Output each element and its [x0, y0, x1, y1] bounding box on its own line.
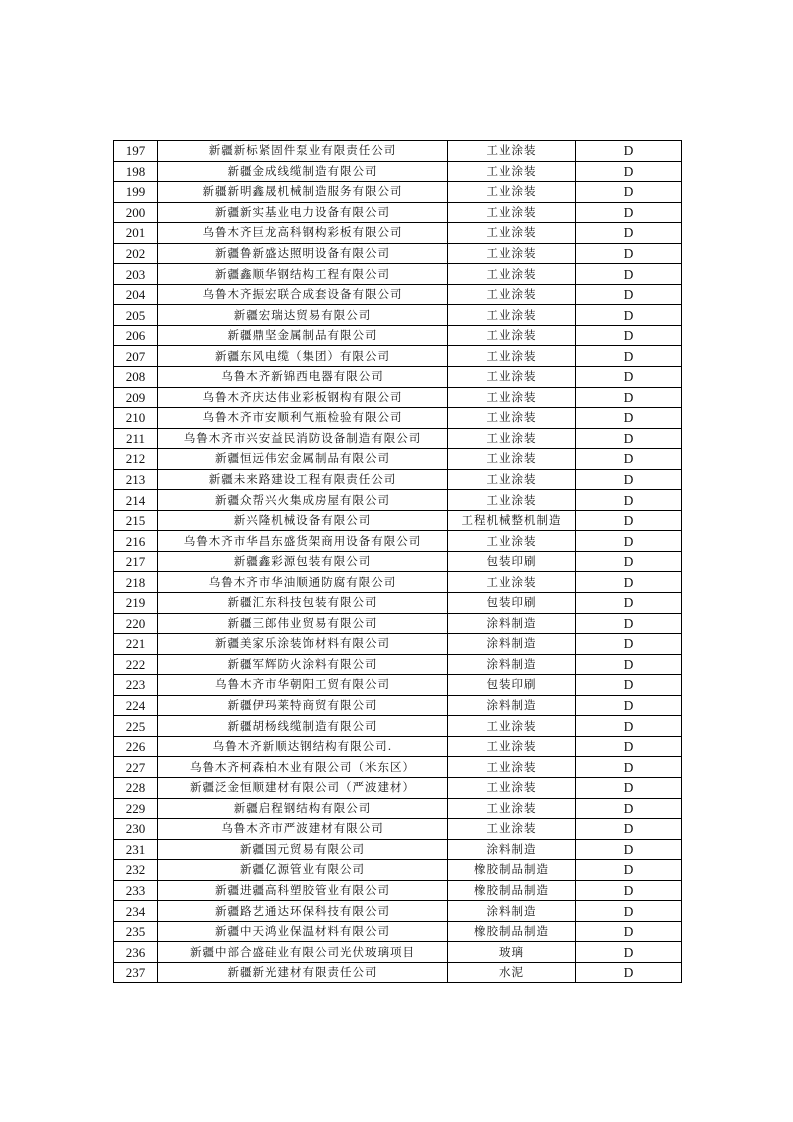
table-row	[114, 880, 682, 901]
row-number: 220	[114, 613, 158, 634]
company-name: 新疆进疆高科塑胶管业有限公司	[158, 880, 448, 901]
rating-grade: D	[576, 161, 682, 182]
table-row	[114, 284, 682, 305]
row-number: 219	[114, 593, 158, 614]
table-row	[114, 490, 682, 511]
industry: 工业涂装	[448, 161, 576, 182]
row-number: 226	[114, 736, 158, 757]
rating-grade: D	[576, 182, 682, 203]
table-row	[114, 736, 682, 757]
rating-grade: D	[576, 346, 682, 367]
company-name: 乌鲁木齐巨龙高科钢构彩板有限公司	[158, 223, 448, 244]
row-number: 223	[114, 675, 158, 696]
rating-grade: D	[576, 757, 682, 778]
table-row	[114, 860, 682, 881]
table-row	[114, 305, 682, 326]
table-row	[114, 325, 682, 346]
industry: 橡胶制品制造	[448, 921, 576, 942]
rating-grade: D	[576, 510, 682, 531]
rating-grade: D	[576, 962, 682, 983]
company-name: 乌鲁木齐新锦西电器有限公司	[158, 367, 448, 388]
company-name: 新疆胡杨线缆制造有限公司	[158, 716, 448, 737]
row-number: 212	[114, 449, 158, 470]
rating-grade: D	[576, 264, 682, 285]
row-number: 205	[114, 305, 158, 326]
company-name: 新疆启程钢结构有限公司	[158, 798, 448, 819]
industry: 涂料制造	[448, 654, 576, 675]
company-name: 乌鲁木齐市安顺利气瓶检验有限公司	[158, 408, 448, 429]
table-row	[114, 613, 682, 634]
industry: 工业涂装	[448, 428, 576, 449]
rating-grade: D	[576, 819, 682, 840]
company-name: 乌鲁木齐振宏联合成套设备有限公司	[158, 284, 448, 305]
company-name: 乌鲁木齐市华昌东盛货架商用设备有限公司	[158, 531, 448, 552]
table-row	[114, 593, 682, 614]
table-row	[114, 962, 682, 983]
rating-grade: D	[576, 634, 682, 655]
company-name: 新疆宏瑞达贸易有限公司	[158, 305, 448, 326]
table-row	[114, 449, 682, 470]
rating-grade: D	[576, 942, 682, 963]
row-number: 200	[114, 202, 158, 223]
rating-grade: D	[576, 675, 682, 696]
rating-grade: D	[576, 387, 682, 408]
rating-grade: D	[576, 839, 682, 860]
row-number: 234	[114, 901, 158, 922]
row-number: 213	[114, 469, 158, 490]
company-name: 新疆恒远伟宏金属制品有限公司	[158, 449, 448, 470]
row-number: 227	[114, 757, 158, 778]
industry: 工业涂装	[448, 798, 576, 819]
table-row	[114, 777, 682, 798]
industry: 工业涂装	[448, 264, 576, 285]
row-number: 216	[114, 531, 158, 552]
enterprise-rating-table	[113, 140, 682, 983]
row-number: 214	[114, 490, 158, 511]
company-name: 乌鲁木齐市严波建材有限公司	[158, 819, 448, 840]
table-row	[114, 798, 682, 819]
company-name: 新疆新实基业电力设备有限公司	[158, 202, 448, 223]
rating-grade: D	[576, 141, 682, 162]
company-name: 新兴隆机械设备有限公司	[158, 510, 448, 531]
industry: 工业涂装	[448, 223, 576, 244]
row-number: 198	[114, 161, 158, 182]
row-number: 235	[114, 921, 158, 942]
row-number: 229	[114, 798, 158, 819]
rating-grade: D	[576, 223, 682, 244]
row-number: 208	[114, 367, 158, 388]
industry: 工业涂装	[448, 325, 576, 346]
industry: 工业涂装	[448, 531, 576, 552]
table-row	[114, 223, 682, 244]
table-row	[114, 675, 682, 696]
row-number: 206	[114, 325, 158, 346]
rating-grade: D	[576, 654, 682, 675]
row-number: 221	[114, 634, 158, 655]
row-number: 202	[114, 243, 158, 264]
rating-grade: D	[576, 408, 682, 429]
row-number: 218	[114, 572, 158, 593]
company-name: 新疆东风电缆（集团）有限公司	[158, 346, 448, 367]
table-row	[114, 367, 682, 388]
row-number: 199	[114, 182, 158, 203]
industry: 涂料制造	[448, 839, 576, 860]
rating-grade: D	[576, 551, 682, 572]
row-number: 201	[114, 223, 158, 244]
rating-grade: D	[576, 901, 682, 922]
row-number: 203	[114, 264, 158, 285]
industry: 水泥	[448, 962, 576, 983]
industry: 橡胶制品制造	[448, 880, 576, 901]
rating-grade: D	[576, 716, 682, 737]
table-row	[114, 408, 682, 429]
industry: 橡胶制品制造	[448, 860, 576, 881]
rating-grade: D	[576, 202, 682, 223]
company-name: 新疆亿源管业有限公司	[158, 860, 448, 881]
rating-grade: D	[576, 531, 682, 552]
row-number: 209	[114, 387, 158, 408]
row-number: 210	[114, 408, 158, 429]
table-row	[114, 634, 682, 655]
rating-grade: D	[576, 305, 682, 326]
industry: 工业涂装	[448, 819, 576, 840]
industry: 工业涂装	[448, 777, 576, 798]
company-name: 乌鲁木齐市华油顺通防腐有限公司	[158, 572, 448, 593]
industry: 工业涂装	[448, 305, 576, 326]
table-row	[114, 921, 682, 942]
company-name: 新疆新明鑫晟机械制造服务有限公司	[158, 182, 448, 203]
company-name: 新疆美家乐涂装饰材料有限公司	[158, 634, 448, 655]
industry: 涂料制造	[448, 634, 576, 655]
rating-grade: D	[576, 593, 682, 614]
table-row	[114, 469, 682, 490]
table-row	[114, 551, 682, 572]
industry: 工业涂装	[448, 449, 576, 470]
row-number: 237	[114, 962, 158, 983]
company-name: 新疆泛金恒顺建材有限公司（严波建材）	[158, 777, 448, 798]
table-row	[114, 531, 682, 552]
industry: 涂料制造	[448, 695, 576, 716]
row-number: 204	[114, 284, 158, 305]
industry: 工业涂装	[448, 757, 576, 778]
company-name: 新疆众帮兴火集成房屋有限公司	[158, 490, 448, 511]
industry: 工业涂装	[448, 182, 576, 203]
table-row	[114, 141, 682, 162]
industry: 工业涂装	[448, 736, 576, 757]
table-row	[114, 654, 682, 675]
industry: 工业涂装	[448, 243, 576, 264]
industry: 工业涂装	[448, 469, 576, 490]
industry: 工业涂装	[448, 387, 576, 408]
row-number: 197	[114, 141, 158, 162]
industry: 工业涂装	[448, 408, 576, 429]
rating-grade: D	[576, 777, 682, 798]
rating-grade: D	[576, 613, 682, 634]
company-name: 新疆鑫顺华钢结构工程有限公司	[158, 264, 448, 285]
row-number: 217	[114, 551, 158, 572]
company-name: 新疆国元贸易有限公司	[158, 839, 448, 860]
row-number: 228	[114, 777, 158, 798]
rating-grade: D	[576, 449, 682, 470]
company-name: 新疆新标紧固件泵业有限责任公司	[158, 141, 448, 162]
company-name: 新疆三郎伟业贸易有限公司	[158, 613, 448, 634]
table-row	[114, 757, 682, 778]
industry: 涂料制造	[448, 613, 576, 634]
company-name: 新疆新光建材有限责任公司	[158, 962, 448, 983]
company-name: 新疆中部合盛硅业有限公司光伏玻璃项目	[158, 942, 448, 963]
table-row	[114, 243, 682, 264]
table-row	[114, 839, 682, 860]
industry: 工业涂装	[448, 572, 576, 593]
company-name: 乌鲁木齐新顺达钢结构有限公司.	[158, 736, 448, 757]
rating-grade: D	[576, 736, 682, 757]
table-row	[114, 819, 682, 840]
table-row	[114, 942, 682, 963]
rating-grade: D	[576, 490, 682, 511]
rating-grade: D	[576, 469, 682, 490]
row-number: 233	[114, 880, 158, 901]
row-number: 224	[114, 695, 158, 716]
company-name: 新疆汇东科技包装有限公司	[158, 593, 448, 614]
row-number: 215	[114, 510, 158, 531]
rating-grade: D	[576, 284, 682, 305]
company-name: 新疆鼎坚金属制品有限公司	[158, 325, 448, 346]
industry: 玻璃	[448, 942, 576, 963]
rating-grade: D	[576, 325, 682, 346]
industry: 包装印刷	[448, 593, 576, 614]
company-name: 新疆中天鸿业保温材料有限公司	[158, 921, 448, 942]
table-row	[114, 428, 682, 449]
table-row	[114, 264, 682, 285]
row-number: 211	[114, 428, 158, 449]
company-name: 新疆伊玛莱特商贸有限公司	[158, 695, 448, 716]
table-row	[114, 572, 682, 593]
company-name: 新疆金成线缆制造有限公司	[158, 161, 448, 182]
industry: 工业涂装	[448, 367, 576, 388]
table-row	[114, 387, 682, 408]
company-name: 乌鲁木齐柯森柏木业有限公司（米东区）	[158, 757, 448, 778]
company-name: 新疆鲁新盛达照明设备有限公司	[158, 243, 448, 264]
table-row	[114, 182, 682, 203]
row-number: 236	[114, 942, 158, 963]
table-row	[114, 716, 682, 737]
company-name: 新疆鑫彩源包装有限公司	[158, 551, 448, 572]
company-name: 乌鲁木齐市华朝阳工贸有限公司	[158, 675, 448, 696]
rating-grade: D	[576, 798, 682, 819]
industry: 工业涂装	[448, 284, 576, 305]
company-name: 乌鲁木齐庆达伟业彩板钢构有限公司	[158, 387, 448, 408]
company-name: 乌鲁木齐市兴安益民消防设备制造有限公司	[158, 428, 448, 449]
row-number: 225	[114, 716, 158, 737]
table-body	[114, 141, 682, 983]
row-number: 231	[114, 839, 158, 860]
rating-grade: D	[576, 695, 682, 716]
row-number: 230	[114, 819, 158, 840]
industry: 工业涂装	[448, 346, 576, 367]
rating-grade: D	[576, 367, 682, 388]
industry: 工业涂装	[448, 716, 576, 737]
table-row	[114, 161, 682, 182]
table-row	[114, 202, 682, 223]
table-row	[114, 346, 682, 367]
industry: 工业涂装	[448, 490, 576, 511]
industry: 涂料制造	[448, 901, 576, 922]
industry: 工业涂装	[448, 202, 576, 223]
industry: 工程机械整机制造	[448, 510, 576, 531]
rating-grade: D	[576, 572, 682, 593]
rating-grade: D	[576, 243, 682, 264]
company-name: 新疆未来路建设工程有限责任公司	[158, 469, 448, 490]
industry: 包装印刷	[448, 675, 576, 696]
row-number: 207	[114, 346, 158, 367]
table-row	[114, 901, 682, 922]
company-name: 新疆路艺通达环保科技有限公司	[158, 901, 448, 922]
rating-grade: D	[576, 921, 682, 942]
industry: 包装印刷	[448, 551, 576, 572]
table-row	[114, 695, 682, 716]
table-row	[114, 510, 682, 531]
row-number: 222	[114, 654, 158, 675]
industry: 工业涂装	[448, 141, 576, 162]
row-number: 232	[114, 860, 158, 881]
rating-grade: D	[576, 880, 682, 901]
company-name: 新疆军辉防火涂料有限公司	[158, 654, 448, 675]
rating-grade: D	[576, 428, 682, 449]
rating-grade: D	[576, 860, 682, 881]
